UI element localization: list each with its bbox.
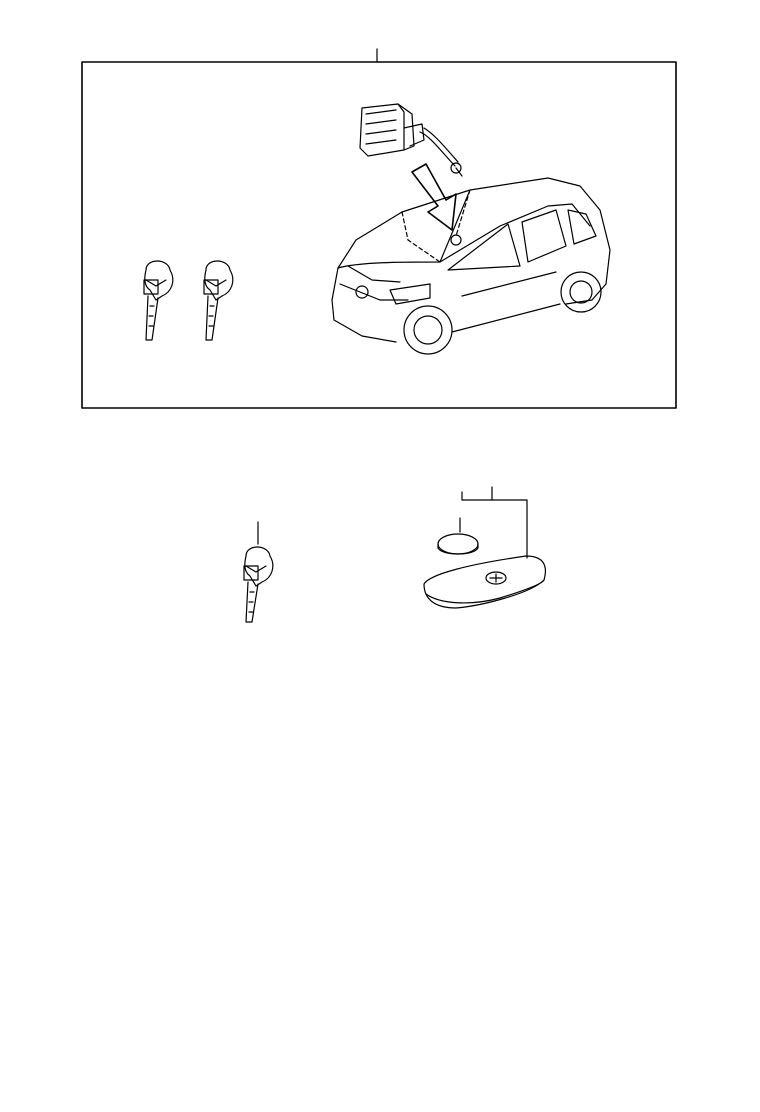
key-icon: [244, 522, 273, 622]
assembly-frame: [82, 49, 676, 408]
key-icon: [204, 261, 233, 340]
key-icon: [144, 261, 173, 340]
leader-lines: [460, 487, 527, 558]
car-icon: [332, 178, 610, 354]
battery-icon: [438, 534, 478, 554]
transmitter-icon: [424, 556, 545, 608]
lock-cylinder-icon: [360, 104, 462, 176]
